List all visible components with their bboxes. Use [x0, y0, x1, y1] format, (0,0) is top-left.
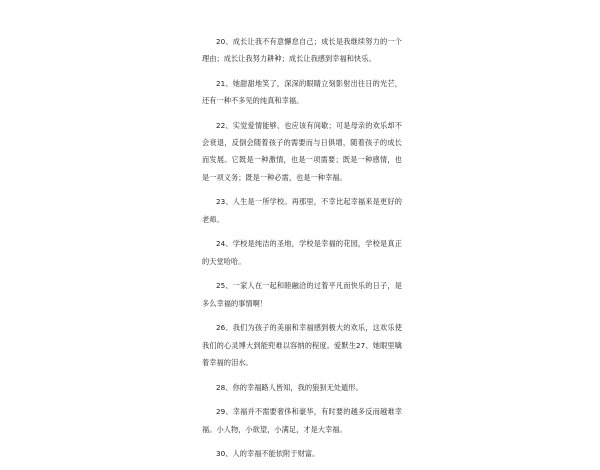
paragraph-23: 23、人生是一所学校。再那里，不幸比起幸福来是更好的老师。	[202, 197, 402, 224]
paragraph-20: 20、成长让我不有意懈怠自己；成长是我继续努力的一个理由；成长让我努力耕种；成长让我感到幸福和快乐。	[202, 37, 402, 64]
paragraph-22: 22、实觉爱情能够、也应该有间歇；可是母亲的欢乐却不会衰退，反倒会随着孩子的需要而与日俱增，随着孩子的成长而发展。它既是一种激情，也是一项需要；既是一种感情，也是一项义务；既是一种必需，也是一种幸福。	[202, 121, 402, 182]
paragraph-21: 21、她甜甜地笑了，深深的眼睛立刻影射出往日的光芒，还有一种不多见的纯真和幸福。	[202, 79, 402, 106]
paragraph-24: 24、学校是纯洁的圣地，学校是幸福的花园，学校是真正的天堂哈哈。	[202, 239, 402, 266]
paragraph-30: 30、人的幸福不能依附于财富。	[216, 449, 320, 459]
text-column	[202, 33, 402, 470]
paragraph-29: 29、幸福并不需要奢侈和豪华，有时要的越多反而越难幸福。小人物，小欲望，小满足，才是大幸福。	[202, 407, 402, 434]
paragraph-25: 25、一家人在一起和睦融洽的过着平凡而快乐的日子，是多么幸福的事情啊！	[202, 281, 402, 308]
paragraph-26: 26、我们为孩子的美丽和幸福感到极大的欢乐，这欢乐使我们的心灵博大到能兜难以容纳的程度。爱默生27、她眼里噙着幸福的泪水。	[202, 323, 402, 367]
paragraph-28: 28、你的幸福路人皆知，我的狼狈无处遁形。	[216, 382, 363, 392]
